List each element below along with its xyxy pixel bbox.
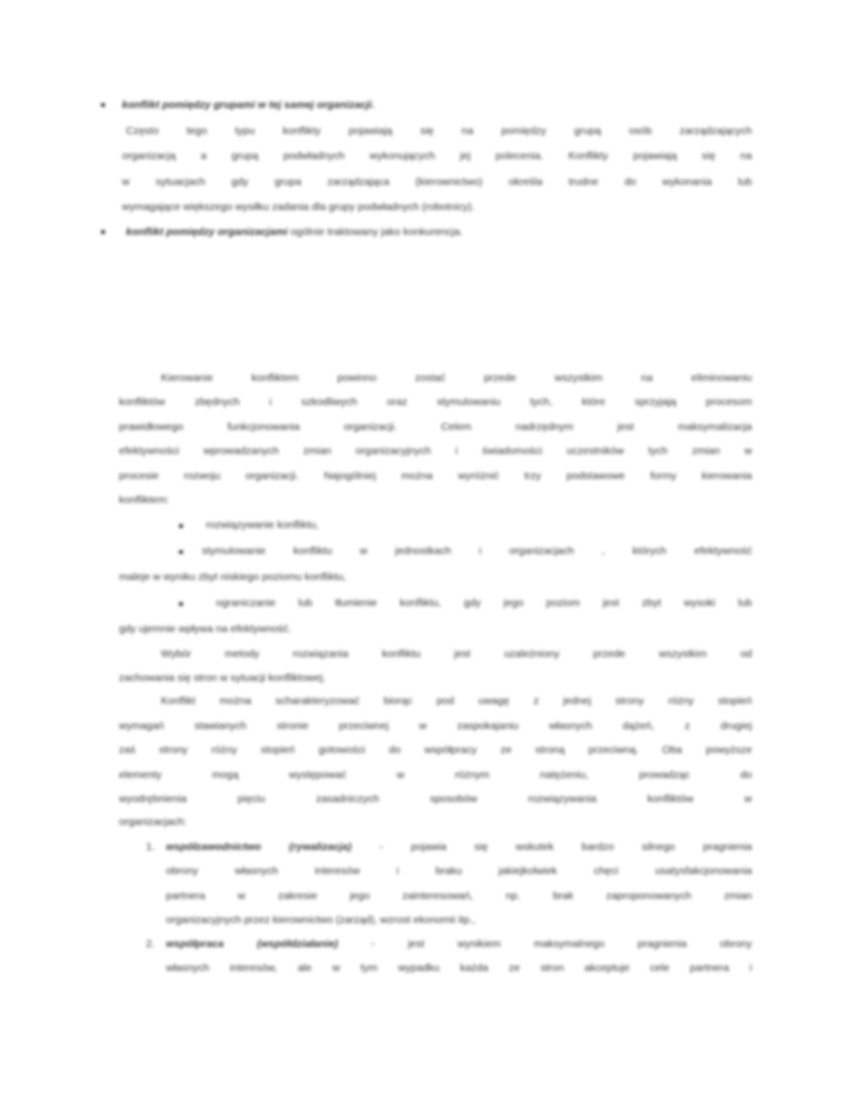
list-item-continuation: maleje w wyniku zbyt niskiego poziomu konfliktu,	[119, 571, 347, 583]
bullet-icon	[179, 602, 183, 606]
bullet-icon	[101, 103, 105, 107]
bullet2-text: ogólnie traktowany jako konkurencja.	[287, 226, 463, 238]
char-line: elementy mogą występować w różnym natężeniu, prowadząc do	[119, 769, 752, 781]
list-item: stymulowanie konfliktu w jednostkach i organizacjach , których efektywność	[202, 545, 752, 557]
list-item-continuation: gdy ujemnie wpływa na efektywność.	[119, 623, 292, 635]
para2-line: Kierowanie konfliktem powinno zostać przede wszystkim na eliminowaniu	[161, 372, 752, 384]
bullet2-line	[126, 225, 463, 239]
para2-line: efektywności wprowadzanych zmian organizacyjnych i świadomości uczestników tych zmian w	[119, 445, 752, 457]
char-line: organizacjach:	[119, 816, 187, 828]
numbered-marker: 1.	[146, 841, 155, 853]
para2-line: konfliktów zbędnych i szkodliwych oraz stymulowaniu tych, które sprzyjają procesom	[119, 396, 752, 408]
para1-line: w sytuacjach gdy grupa zarządzająca (kierownictwo) określa trudne do wykonania lub	[122, 176, 752, 188]
bullet-icon	[179, 550, 183, 554]
char-line: wymagań stawianych stronie przeciwnej w zaspokajaniu własnych dążeń, z drugiej	[119, 720, 752, 732]
numbered-item-heading: współzawodnictwo (rywalizacja)	[166, 841, 352, 853]
numbered-item-line: własnych interesów, ale w tym wypadku każda ze stron akceptuje cele partnera i	[166, 962, 752, 974]
para1-line: organizacją a grupą podwładnych wykonujących jej polecenia. Konflikty pojawiają się na	[122, 150, 752, 162]
bullet-icon	[179, 524, 183, 528]
bullet-icon	[101, 230, 105, 234]
list-item: rozwiązywanie konfliktu,	[206, 519, 319, 531]
para1-line: wymagające większego wysiłku zadania dla grupy podwładnych (robotnicy).	[122, 201, 475, 213]
numbered-item-heading: współpraca (współdziałanie)	[166, 938, 339, 950]
para2-line: konfliktem:	[119, 494, 170, 506]
numbered-item-line: współpraca (współdziałanie) - jest wynikiem maksymalnego pragnienia obrony	[166, 938, 752, 950]
para2-line: prawidłowego funkcjonowania organizacji. Celem nadrzędnym jest maksymalizacja	[119, 421, 752, 433]
bullet2-heading: konflikt pomiędzy organizacjami	[126, 226, 288, 238]
char-line: Konflikt można scharakteryzować biorąc pod uwagę z jednej strony różny stopień	[161, 695, 752, 707]
numbered-item-line: partnera w zakresie jego zainteresowań, np. brak zaproponowanych zmian	[166, 890, 752, 902]
char-line: wyodrębnienia pięciu zasadniczych sposobów rozwiązywania konfliktów w	[119, 793, 752, 805]
bullet1-heading: konflikt pomiędzy grupami w tej samej organizacji.	[122, 99, 375, 111]
numbered-marker: 2.	[146, 938, 155, 950]
para2-line: procesie rozwoju organizacji. Najogólniej można wyróżnić trzy podstawowe formy kierowania	[119, 470, 752, 482]
choice-line: zachowania się stron w sytuacji konfliktowej.	[119, 672, 326, 684]
char-line: zaś strony różny stopień gotowości do współpracy ze stroną przeciwną. Oba powyższe	[119, 744, 752, 756]
para1-line: Często tego typu konflikty pojawiają się na pomiędzy grupą osób zarządzających	[126, 125, 752, 137]
choice-line: Wybór metody rozwiązania konfliktu jest uzależniony przede wszystkim od	[161, 648, 752, 660]
numbered-item-line: współzawodnictwo (rywalizacja) - pojawia się wskutek bardzo silnego pragnienia	[166, 841, 752, 853]
numbered-item-line: organizacyjnych przez kierownictwo (zarząd), wzrost ekonomii itp.,	[166, 914, 476, 926]
list-item: ograniczanie lub tłumienie konfliktu, gdy jego poziom jest zbyt wysoki lub	[216, 597, 752, 609]
numbered-item-line: obrony własnych interesów i braku jakiejkolwiek chęci usatysfakcjonowania	[166, 865, 752, 877]
